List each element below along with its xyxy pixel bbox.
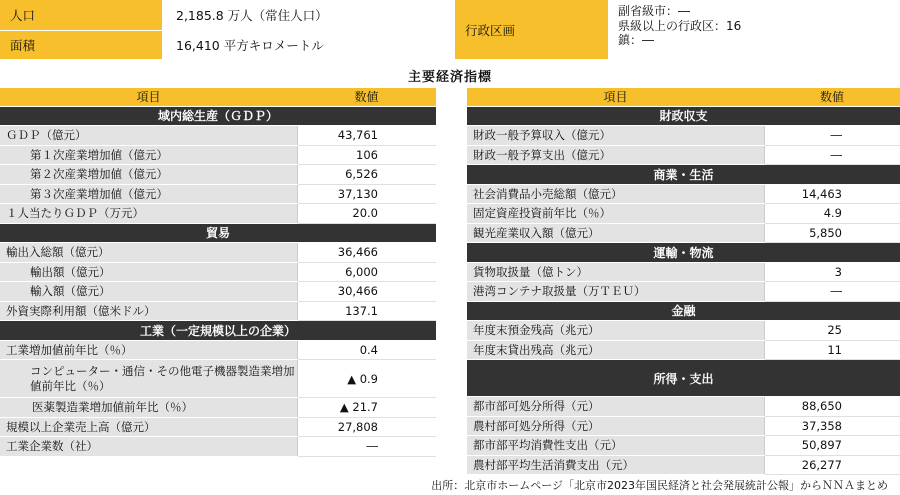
section-header (467, 165, 900, 185)
table-row (0, 184, 436, 204)
row-label: 貨物取扱量（億トン） (467, 262, 764, 282)
admin-label: 行政区画 (455, 0, 608, 59)
admin-line-3: 鎮：― (618, 33, 655, 47)
row-label: 財政一般予算収入（億元） (467, 126, 764, 146)
row-label: 社会消費品小売総額（億元） (467, 184, 764, 204)
table-row (467, 126, 900, 146)
admin-line-1: 副省級市：― (618, 4, 691, 18)
row-value: 6,526 (297, 165, 436, 185)
row-label: 第２次産業増加値（億元） (0, 165, 297, 185)
row-value: 27,808 (297, 417, 436, 437)
population-value: 2,185.8 万人（常住人口） (162, 0, 442, 30)
table-row (467, 436, 900, 456)
left-indicator-table (0, 88, 436, 457)
row-label: 固定資産投資前年比（％） (467, 204, 764, 224)
row-label: 財政一般予算支出（億元） (467, 145, 764, 165)
section-title: 所得・支出 (467, 360, 900, 397)
table-row (0, 262, 436, 282)
table-row (0, 301, 436, 321)
row-value: 50,897 (764, 436, 900, 456)
table-row (0, 243, 436, 263)
table-row (467, 145, 900, 165)
row-label: ＧＤＰ（億元） (0, 126, 297, 146)
table-row (0, 417, 436, 437)
row-value: 14,463 (764, 184, 900, 204)
table-row (0, 398, 436, 418)
table-row (467, 340, 900, 360)
row-value: 43,761 (297, 126, 436, 146)
section-title: 財政収支 (467, 106, 900, 126)
table-row (0, 360, 436, 398)
section-title: 金融 (467, 301, 900, 321)
row-label: 規模以上企業売上高（億元） (0, 417, 297, 437)
row-value: 11 (764, 340, 900, 360)
table-row (467, 223, 900, 243)
table-row (0, 204, 436, 224)
header-value: 数値 (297, 88, 436, 106)
table-row (0, 126, 436, 146)
section-header (467, 243, 900, 263)
row-value: 37,358 (764, 416, 900, 436)
row-label: 都市部可処分所得（元） (467, 397, 764, 417)
row-label: 第３次産業増加値（億元） (0, 184, 297, 204)
row-value: 36,466 (297, 243, 436, 263)
admin-line-2: 県級以上の行政区：16 (618, 18, 742, 33)
section-header (467, 360, 900, 397)
table-row (0, 165, 436, 185)
table-row (0, 282, 436, 302)
row-value: 106 (297, 145, 436, 165)
row-value: 37,130 (297, 184, 436, 204)
row-value: 26,277 (764, 455, 900, 475)
row-label: 医薬製造業増加値前年比（％） (0, 398, 297, 418)
table-row (467, 204, 900, 224)
row-value: ― (764, 145, 900, 165)
section-header (0, 223, 436, 243)
table-row (467, 184, 900, 204)
table-row (467, 321, 900, 341)
row-value: 30,466 (297, 282, 436, 302)
section-header (467, 301, 900, 321)
row-value: 25 (764, 321, 900, 341)
table-header (467, 88, 900, 106)
row-label: 観光産業収入額（億元） (467, 223, 764, 243)
section-header (0, 106, 436, 126)
row-value: ― (297, 437, 436, 457)
row-value: ▲ 21.7 (297, 398, 436, 418)
header-value: 数値 (764, 88, 900, 106)
area-value: 16,410 平方キロメートル (162, 31, 442, 59)
row-label: コンピューター・通信・その他電子機器製造業増加値前年比（％） (0, 360, 297, 398)
row-label: 年度末預金残高（兆元） (467, 321, 764, 341)
admin-value (608, 0, 900, 59)
section-header (467, 106, 900, 126)
row-label: 輸出額（億元） (0, 262, 297, 282)
table-row (467, 416, 900, 436)
row-label: 工業増加値前年比（％） (0, 340, 297, 360)
table-row (0, 145, 436, 165)
section-title: 運輸・物流 (467, 243, 900, 263)
header-item: 項目 (467, 88, 764, 106)
row-value: 88,650 (764, 397, 900, 417)
right-indicator-table (467, 88, 900, 475)
section-title: 商業・生活 (467, 165, 900, 185)
section-title: 域内総生産（ＧＤＰ） (0, 106, 436, 126)
header-item: 項目 (0, 88, 297, 106)
row-value: ▲ 0.9 (297, 360, 436, 398)
table-header (0, 88, 436, 106)
row-label: 第１次産業増加値（億元） (0, 145, 297, 165)
row-label: 都市部平均消費性支出（元） (467, 436, 764, 456)
row-value: 20.0 (297, 204, 436, 224)
section-title: 貿易 (0, 223, 436, 243)
row-value: ― (764, 126, 900, 146)
row-label: 輸出入総額（億元） (0, 243, 297, 263)
population-label: 人口 (0, 0, 162, 30)
row-value: 3 (764, 262, 900, 282)
row-value: ― (764, 282, 900, 302)
table-row (467, 282, 900, 302)
table-row (467, 455, 900, 475)
row-label: 農村部平均生活消費支出（元） (467, 455, 764, 475)
row-value: 5,850 (764, 223, 900, 243)
row-label: 工業企業数（社） (0, 437, 297, 457)
row-value: 137.1 (297, 301, 436, 321)
row-label: 農村部可処分所得（元） (467, 416, 764, 436)
section-title: 工業（一定規模以上の企業） (0, 321, 436, 341)
row-label: 年度末貸出残高（兆元） (467, 340, 764, 360)
table-row (467, 397, 900, 417)
row-label: 外資実際利用額（億米ドル） (0, 301, 297, 321)
section-header (0, 321, 436, 341)
table-row (0, 437, 436, 457)
page-title: 主要経済指標 (407, 70, 492, 85)
row-value: 6,000 (297, 262, 436, 282)
row-value: 0.4 (297, 340, 436, 360)
row-value: 4.9 (764, 204, 900, 224)
area-label: 面積 (0, 31, 162, 59)
source-note: 出所：北京市ホームページ「北京市2023年国民経済と社会発展統計公報」からＮＮＡまとめ (431, 479, 888, 492)
table-row (467, 262, 900, 282)
row-label: １人当たりＧＤＰ（万元） (0, 204, 297, 224)
row-label: 輸入額（億元） (0, 282, 297, 302)
row-label: 港湾コンテナ取扱量（万ＴＥＵ） (467, 282, 764, 302)
table-row (0, 340, 436, 360)
